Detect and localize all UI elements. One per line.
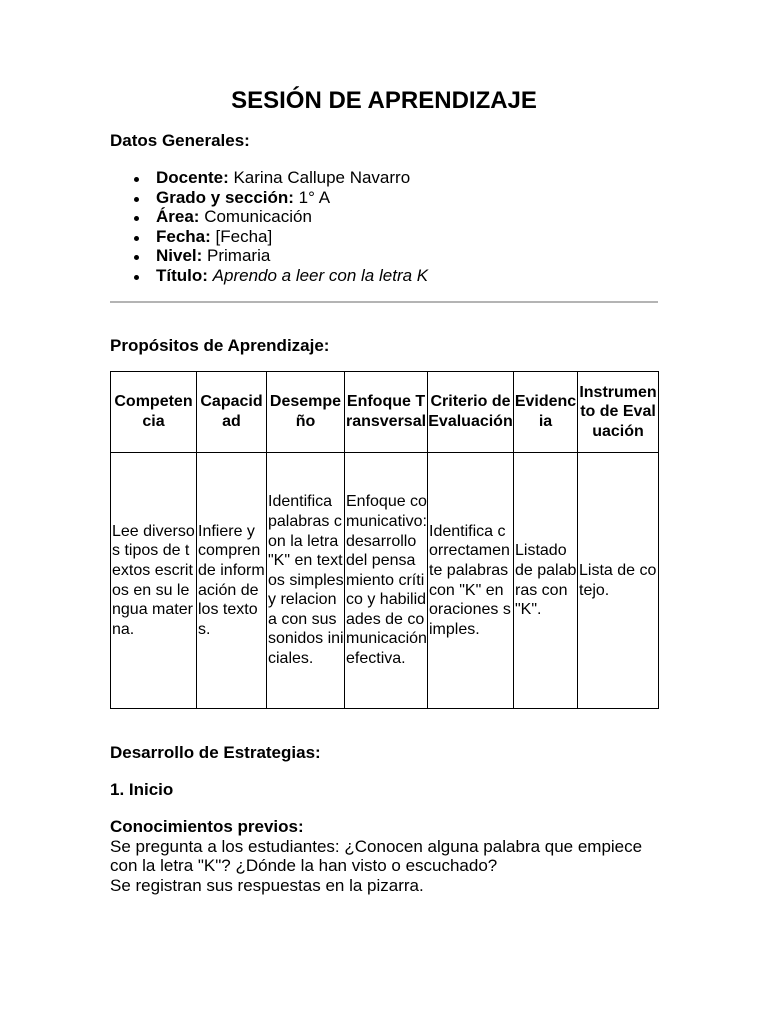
table-cell: Lee diversos tipos de textos escritos en su lengua materna. <box>111 453 197 709</box>
column-header: Capacidad <box>197 372 267 453</box>
conocimientos-previos-block <box>110 817 658 895</box>
info-item-area <box>156 207 428 227</box>
info-label: Fecha: <box>156 226 211 246</box>
table-cell: Lista de cotejo. <box>578 453 659 709</box>
info-label: Título: <box>156 265 208 285</box>
paragraph: Se pregunta a los estudiantes: ¿Conocen alguna palabra que empiece con la letra "K"? ¿Dónde la han visto o escuchado? <box>110 836 643 876</box>
table-row <box>111 453 659 709</box>
info-value: 1° A <box>298 187 331 207</box>
desarrollo-heading: Desarrollo de Estrategias: <box>110 743 321 762</box>
info-label: Docente: <box>156 168 229 187</box>
info-label: Área: <box>156 207 200 226</box>
table-cell: Enfoque comunicativo: desarrollo del pensamiento crítico y habilidades de comunicación efectiva. <box>345 453 428 709</box>
paragraph: Se registran sus respuestas en la pizarra. <box>110 875 424 895</box>
info-value: Karina Callupe Navarro <box>233 168 411 187</box>
horizontal-divider <box>110 301 658 303</box>
info-label: Nivel: <box>156 246 203 265</box>
info-label: Grado y sección: <box>156 187 294 207</box>
column-header: Enfoque Transversal <box>345 372 428 453</box>
info-value: Primaria <box>207 246 271 265</box>
table-header-row <box>111 372 659 453</box>
column-header: Instrumento de Evaluación <box>578 372 659 453</box>
info-item-grado <box>156 188 428 208</box>
info-item-fecha <box>156 227 428 247</box>
info-item-titulo <box>156 266 428 286</box>
conocimientos-previos-title: Conocimientos previos: <box>110 817 304 836</box>
table-cell: Identifica palabras con la letra "K" en textos simples y relaciona con sus sonidos iniciales. <box>267 453 345 709</box>
info-value: Comunicación <box>204 207 312 226</box>
datos-generales-heading: Datos Generales: <box>110 131 250 150</box>
propositos-heading: Propósitos de Aprendizaje: <box>110 336 330 355</box>
info-item-nivel <box>156 246 428 266</box>
info-item-docente <box>156 168 428 188</box>
column-header: Criterio de Evaluación <box>428 372 514 453</box>
propositos-table <box>110 371 659 709</box>
column-header: Desempeño <box>267 372 345 453</box>
datos-generales-list <box>110 168 428 285</box>
inicio-heading: 1. Inicio <box>110 780 174 799</box>
document-title: SESIÓN DE APRENDIZAJE <box>231 87 537 114</box>
info-value: [Fecha] <box>215 226 273 246</box>
info-value: Aprendo a leer con la letra K <box>212 265 429 285</box>
table-cell: Identifica correctamente palabras con "K" en oraciones simples. <box>428 453 514 709</box>
column-header: Competencia <box>111 372 197 453</box>
column-header: Evidencia <box>514 372 578 453</box>
table-cell: Listado de palabras con "K". <box>514 453 578 709</box>
table-cell: Infiere y comprende información de los textos. <box>197 453 267 709</box>
